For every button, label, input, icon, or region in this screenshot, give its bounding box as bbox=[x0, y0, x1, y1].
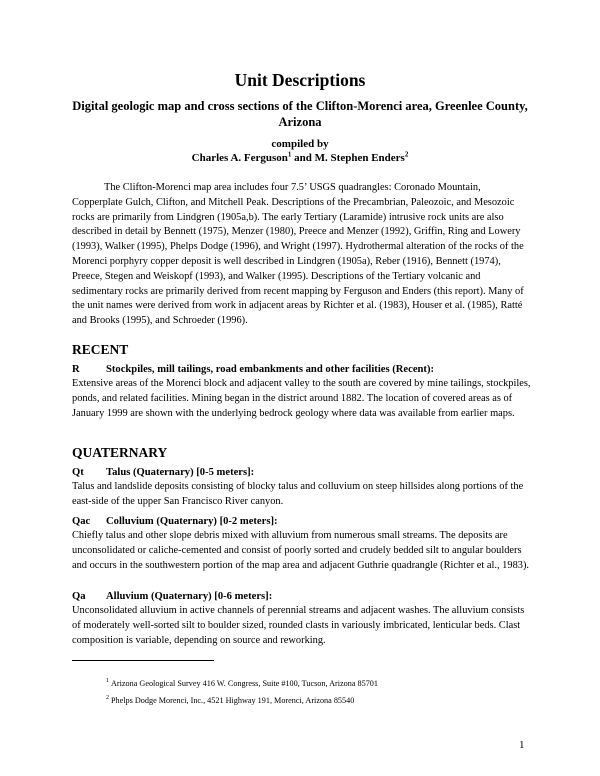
unit-qa-code: Qa bbox=[72, 591, 86, 602]
unit-r-header bbox=[72, 363, 534, 377]
unit-qt-header bbox=[72, 466, 534, 480]
unit-qt bbox=[72, 466, 534, 510]
author-line bbox=[0, 151, 600, 165]
unit-qac bbox=[72, 515, 534, 573]
unit-qa bbox=[72, 590, 534, 648]
unit-qt-description: Talus and landslide deposits consisting of blocky talus and colluvium on steep hillsides along portions of the east-side of the upper San Francisco River canyon. bbox=[72, 481, 524, 507]
unit-qt-code: Qt bbox=[72, 467, 84, 478]
footnote-2-mark: 2 bbox=[106, 695, 109, 702]
author-ferguson: Charles A. Ferguson bbox=[191, 152, 288, 164]
author-ferguson-footnote-mark: 1 bbox=[287, 150, 292, 159]
unit-r-code: R bbox=[72, 364, 80, 375]
unit-qa-header bbox=[72, 590, 534, 604]
page-number: 1 bbox=[519, 739, 525, 751]
unit-qac-description: Chiefly talus and other slope debris mixed with alluvium from numerous small streams. The deposits are unconsolidated or caliche-cemented and consist of poorly sorted and crudely bedded silt to angular boulders and occurs in the southwestern portion of the map area and adjacent Guthrie quadrangle (Richter et al., 1983). bbox=[72, 530, 530, 571]
footnote-2 bbox=[106, 695, 354, 706]
author-enders-footnote-mark: 2 bbox=[404, 150, 409, 159]
unit-r bbox=[72, 363, 534, 421]
unit-qa-name: Alluvium (Quaternary) [0-6 meters]: bbox=[106, 591, 273, 602]
footnote-1 bbox=[106, 678, 378, 689]
author-enders: M. Stephen Enders bbox=[314, 152, 405, 164]
author-block bbox=[0, 137, 600, 165]
footnote-divider bbox=[72, 660, 214, 661]
footnote-2-text: Phelps Dodge Morenci, Inc., 4521 Highway 191, Morenci, Arizona 85540 bbox=[111, 696, 355, 705]
footnote-1-mark: 1 bbox=[106, 678, 109, 685]
unit-qac-code: Qac bbox=[72, 516, 91, 527]
unit-qa-description: Unconsolidated alluvium in active channels of perennial streams and adjacent washes. The alluvium consists of moderately well-sorted silt to boulder sized, rounded clasts in variously imbricated, lenticular beds. Clast composition is variable, depending on source and reworking. bbox=[72, 605, 525, 646]
author-conjunction: and bbox=[291, 152, 315, 164]
unit-r-description: Extensive areas of the Morenci block and adjacent valley to the south are covered by mine tailings, stockpiles, ponds, and related facilities. Mining began in the district around 1882. The location of covered areas as of January 1999 are shown with the underlying bedrock geology where data was available from earlier maps. bbox=[72, 378, 531, 419]
unit-qac-name: Colluvium (Quaternary) [0-2 meters]: bbox=[106, 516, 278, 527]
document-title: Unit Descriptions bbox=[234, 70, 366, 90]
section-heading-recent: RECENT bbox=[72, 342, 129, 357]
unit-r-name: Stockpiles, mill tailings, road embankments and other facilities (Recent): bbox=[106, 364, 435, 375]
intro-paragraph: The Clifton-Morenci map area includes four 7.5’ USGS quadrangles: Coronado Mountain, Copperplate Gulch, Clifton, and Mitchell Peak. Descriptions of the Precambrian, Paleozoic, and Mesozoic rocks are primarily from Lindgren (1905a,b). The early Tertiary (Laramide) intrusive rock units are also described in detail by Bennett (1975), Menzer (1980), Preece and Menzer (1992), Griffin, Ring and Lowery (1993), Walker (1995), Phelps Dodge (1996), and Wright (1997). Hydrothermal alteration of the rocks of the Morenci porphyry copper deposit is well described in Lindgren (1905a), Reber (1916), Bennett (1974), Preece, Stegen and Weiskopf (1993), and Walker (1995). Descriptions of the Tertiary volcanic and sedimentary rocks are primarily derived from recent mapping by Ferguson and Enders (this report). Many of the unit names were derived from work in adjacent areas by Richter et al. (1983), Houser et al. (1985), Ratté and Brooks (1995), and Schroeder (1996). bbox=[72, 182, 524, 327]
unit-qt-name: Talus (Quaternary) [0-5 meters]: bbox=[106, 467, 255, 478]
section-heading-quaternary: QUATERNARY bbox=[72, 445, 168, 460]
compiled-by-label: compiled by bbox=[271, 138, 329, 150]
unit-qac-header bbox=[72, 515, 534, 529]
document-subtitle: Digital geologic map and cross sections of the Clifton-Morenci area, Greenlee County, Arizona bbox=[72, 99, 528, 129]
footnote-1-text: Arizona Geological Survey 416 W. Congress, Suite #100, Tucson, Arizona 85701 bbox=[111, 679, 378, 688]
